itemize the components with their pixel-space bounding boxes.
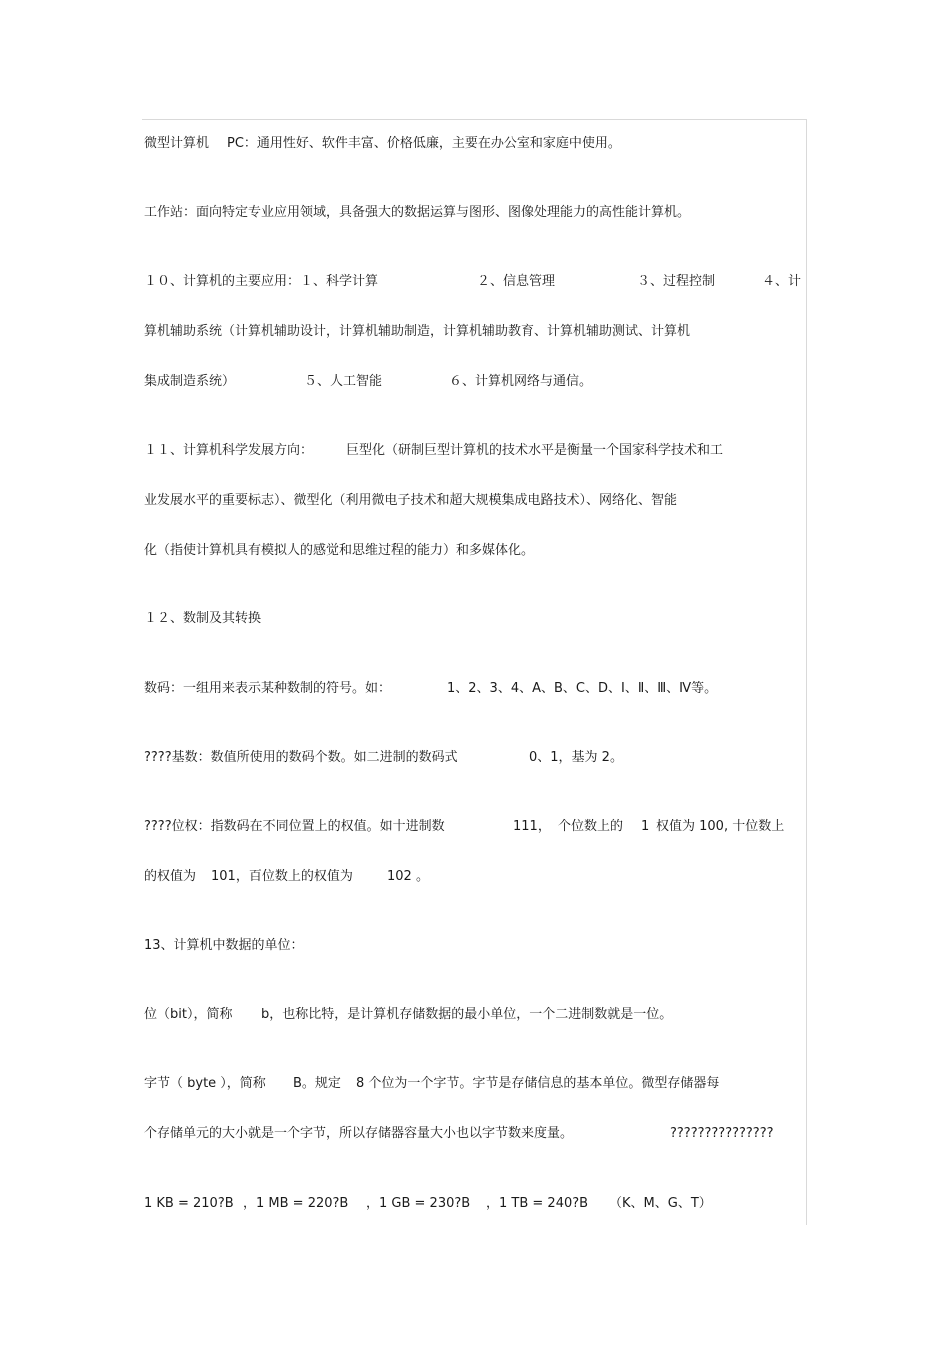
text-segment: 集成制造系统）	[144, 374, 236, 389]
section-heading	[144, 611, 262, 659]
text-line	[144, 750, 623, 814]
text-segment: １１、计算机科学发展方向：	[144, 443, 314, 458]
text-segment: ２、信息管理	[477, 274, 556, 289]
text-segment: 巨型化（研制巨型计算机的技术水平是衡量一个国家科学技术和工	[346, 443, 724, 458]
text-segment: 0、1，基为 2。	[529, 750, 623, 765]
text-segment: 业发展水平的重要标志）、微型化（利用微电子技术和超大规模集成电路技术）、网络化、智能	[144, 493, 678, 508]
text-segment: 化（指使计算机具有模拟人的感觉和思维过程的能力）和多媒体化。	[144, 543, 535, 558]
text-line	[144, 1196, 712, 1308]
text-segment: 102 。	[387, 869, 429, 884]
text-segment: 字节（ byte ），简称	[144, 1076, 266, 1091]
text-segment: ５、人工智能	[304, 374, 383, 389]
text-segment: 8 个位为一个字节。字节是存储信息的基本单位。微型存储器每	[356, 1076, 720, 1091]
text-segment: 1	[641, 819, 650, 834]
text-segment: 的权值为	[144, 869, 197, 884]
text-line	[144, 493, 678, 541]
text-segment: １２、数制及其转换	[144, 611, 262, 626]
text-segment: 位（bit），简称	[144, 1007, 233, 1022]
text-segment: （K、M、G、T）	[609, 1196, 712, 1211]
text-segment: 13、计算机中数据的单位：	[144, 938, 304, 953]
text-line	[144, 681, 718, 745]
text-line	[144, 1126, 774, 1190]
text-segment: ４、计	[762, 274, 802, 289]
text-segment: 工作站：面向特定专业应用领域，具备强大的数据运算与图形、图像处理能力的高性能计算机。	[144, 205, 691, 220]
text-segment: １０、计算机的主要应用：１、科学计算	[144, 274, 379, 289]
text-segment: 算机辅助系统（计算机辅助设计，计算机辅助制造，计算机辅助教育、计算机辅助测试、计算机	[144, 324, 691, 339]
text-segment: ????基数：数值所使用的数码个数。如二进制的数码式	[144, 750, 458, 765]
text-segment: ，1 GB = 230?B	[366, 1196, 471, 1211]
text-segment: 111，	[513, 819, 551, 834]
text-segment: ，1 MB = 220?B	[243, 1196, 349, 1211]
text-segment: 101，百位数上的权值为	[211, 869, 353, 884]
text-line	[144, 324, 691, 372]
text-segment: 1、2、3、4、A、B、C、D、Ⅰ、Ⅱ、Ⅲ、Ⅳ等。	[447, 681, 718, 696]
text-segment: ????位权：指数码在不同位置上的权值。如十进制数	[144, 819, 445, 834]
text-line	[144, 1007, 673, 1071]
text-segment: 个位数上的	[558, 819, 624, 834]
text-segment: ，1 TB = 240?B	[486, 1196, 589, 1211]
text-line	[144, 205, 691, 253]
text-segment: 1 KB = 210?B	[144, 1196, 234, 1211]
text-segment: B。规定	[293, 1076, 341, 1091]
text-segment: ６、计算机网络与通信。	[449, 374, 593, 389]
text-segment: 微型计算机	[144, 136, 210, 151]
text-segment: 数码：一组用来表示某种数制的符号。如：	[144, 681, 392, 696]
text-line	[144, 543, 535, 591]
section-heading	[144, 938, 304, 986]
text-segment: 个存储单元的大小就是一个字节，所以存储器容量大小也以字节数来度量。	[144, 1126, 574, 1141]
text-segment: ３、过程控制	[637, 274, 716, 289]
text-segment: b，也称比特，是计算机存储数据的最小单位，一个二进制数就是一位。	[261, 1007, 673, 1022]
text-segment: ???????????????	[670, 1126, 774, 1141]
text-line	[144, 136, 621, 200]
text-segment: PC：通用性好、软件丰富、价格低廉，主要在办公室和家庭中使用。	[227, 136, 621, 151]
text-segment: 权值为 100, 十位数上	[656, 819, 785, 834]
